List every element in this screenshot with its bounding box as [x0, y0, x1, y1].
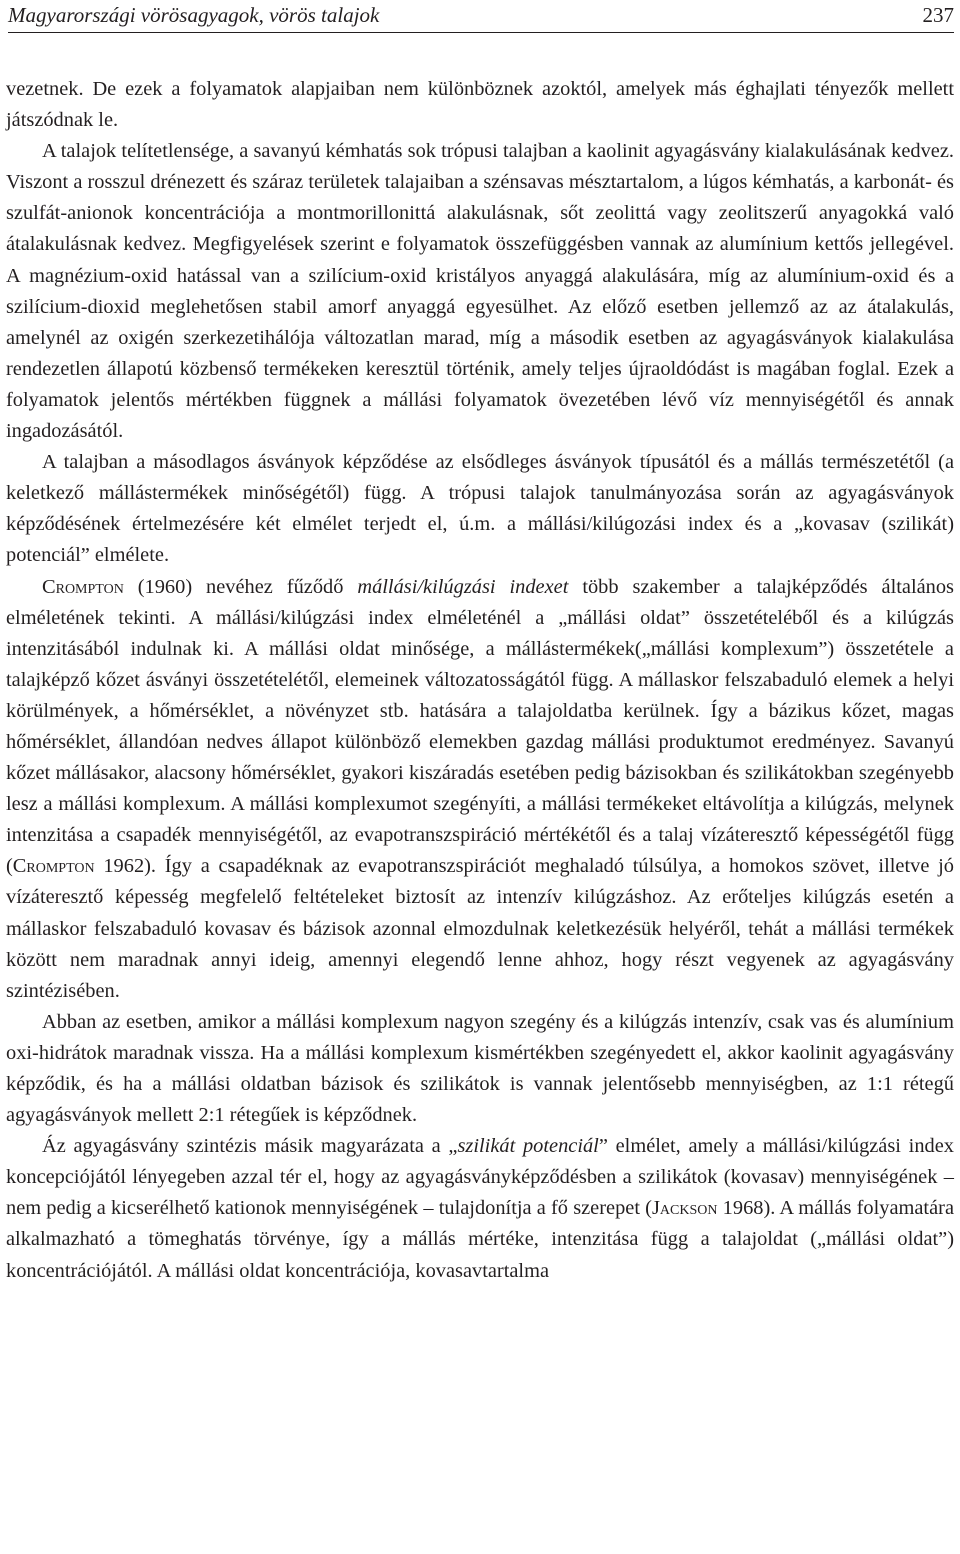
author-name: Crompton: [12, 855, 95, 878]
paragraph-2: A talajok telítetlensége, a savanyú kémhatás sok trópusi talajban a kaolinit agyagásvány kialakulásának kedvez. Viszont a rosszul drénezett és száraz területek talajaiban a szénsavas mésztartalom, a lúgos kémhatás, a karbonát- és szulfát-anionok koncentrációja a montmorillonittá alakulásnak, sőt zeolittá vagy zeolitszerű anyagokká való átalakulásnak kedvez. Megfigyelések szerint e folyamatok összefüggésben vannak az alumínium kettős jellegével. A magnézium-oxid hatással van a szilícium-oxid kristályos anyaggá alakulására, míg az alumínium-oxid és a szilícium-dioxid meglehetősen stabil amorf anyaggá egyesülhet. Az előző esetben jellemző az az átalakulás, amelynél az oxigén szerkezetihálója változatlan marad, míg a második esetben az agyagásványok kialakulása rendezetlen állapotú közbenső termékeken keresztül történik, amely teljes újraoldódást is magában foglal. Ezek a folyamatok jelentős mértékben függnek a mállási folyamatok övezetében lévő víz mennyiségétől és annak ingadozásától.: [6, 140, 954, 443]
italic-term: szilikát potenciál: [457, 1135, 599, 1158]
text-segment: 1962). Így a csapadéknak az evapotranszspirációt meghaladó túlsúlya, a homokos szövet, illetve jó vízáteresztő képesség megfelelő feltételeket biztosít az intenzív kilúgzáshoz. Az erőteljes kilúgzás esetén a mállaskor felszabaduló kovasav és bázisok azonnal elmozdulnak keletkezésük helyéről, tehát a mállási termékek között nem maradnak annyi ideig, amennyi elegendő lenne ahhoz, hogy részt vegyenek az agyagásvány szintézisében.: [6, 855, 954, 1002]
text-segment: Áz agyagásvány szintézis másik magyarázata a „: [42, 1135, 458, 1158]
page-number: 237: [922, 3, 954, 27]
paragraph-4: [6, 572, 954, 1007]
italic-term: mállási/kilúgzási indexet: [357, 575, 569, 598]
paragraph-6: [6, 1131, 954, 1286]
author-name: Crompton: [42, 575, 124, 598]
author-name: Jackson: [651, 1197, 718, 1220]
paragraph-1: vezetnek. De ezek a folyamatok alapjaiban nem különböznek azoktól, amelyek más éghajlati tényezők mellett játszódnak le.: [6, 78, 954, 132]
running-header: [8, 0, 954, 33]
text-segment: (1960) nevéhez fűződő: [123, 575, 358, 598]
paragraph-5: Abban az esetben, amikor a mállási komplexum nagyon szegény és a kilúgzás intenzív, csak vas és alumínium oxi-hidrátok maradnak vissza. Ha a mállási komplexum kismértékben szegényedett el, akkor kaolinit agyagásvány képződik, és ha a mállási oldatban bázisok és szilikátok is vannak jelentősebb mennyiségben, az 1:1 rétegű agyagásványok mellett 2:1 rétegűek is képződnek.: [6, 1010, 954, 1127]
running-title: Magyarországi vörösagyagok, vörös talajok: [8, 3, 380, 27]
text-segment: ” elmélet, amely a mállási/kilúgzási index koncepciójától lényegeben azzal tér el, hogy az agyagásványképződésben a szilikátok (kovasav) mennyiségének – nem pedig a kicserélhető kationok mennyiségének – tulajdonítja a fő szerepet (: [6, 1135, 954, 1220]
paragraph-3: A talajban a másodlagos ásványok képződése az elsődleges ásványok típusától és a mállás természetétől (a keletkező mállástermékek minőségétől) függ. A trópusi talajok tanulmányozása során az agyagásványok képződésének értelmezésére két elmélet terjedt el, ú.m. a mállási/kilúgozási index és a „kovasav (szilikát) potenciál” elmélete.: [6, 451, 954, 567]
text-segment: 1968). A mállás folyamatára alkalmazható a tömeghatás törvénye, így a mállás mértéke, intenzitása függ a talajoldat („mállási oldat”) koncentrációjától. A mállási oldat koncentrációja, kovasavtartalma: [6, 1197, 954, 1282]
text-segment: több szakember a talajképződés általános elméletének tekinti. A mállási/kilúgzási index elméleténél a „mállási oldat” összetételéből és a kilúgzás intenzitásából indulnak ki. A mállási oldat minősége, a mállástermékek(„mállási komplexum”) összetétele a talajképző kőzet ásványi összetételétől, elemeinek változatosságától függ. A mállaskor felszabaduló elemek a helyi körülmények, a hőmérséklet, a növényzet stb. hatására a talajoldatba kerülnek. Így a bázikus kőzet, magas hőmérséklet, állandóan nedves állapot különböző elemekben gazdag mállási produktumot eredményez. Savanyú kőzet mállásakor, alacsony hőmérséklet, gyakori kiszáradás esetében pedig bázisokban és szilikátokban szegényebb lesz a mállási komplexum. A mállási komplexumot szegényíti, a mállási termékeket eltávolítja a kilúgzás, melynek intenzitása a csapadék mennyiségétől, az evapotranszspiráció mértékétől és a talaj vízáteresztő képességétől függ (: [6, 575, 954, 878]
body-text: [6, 74, 954, 1287]
